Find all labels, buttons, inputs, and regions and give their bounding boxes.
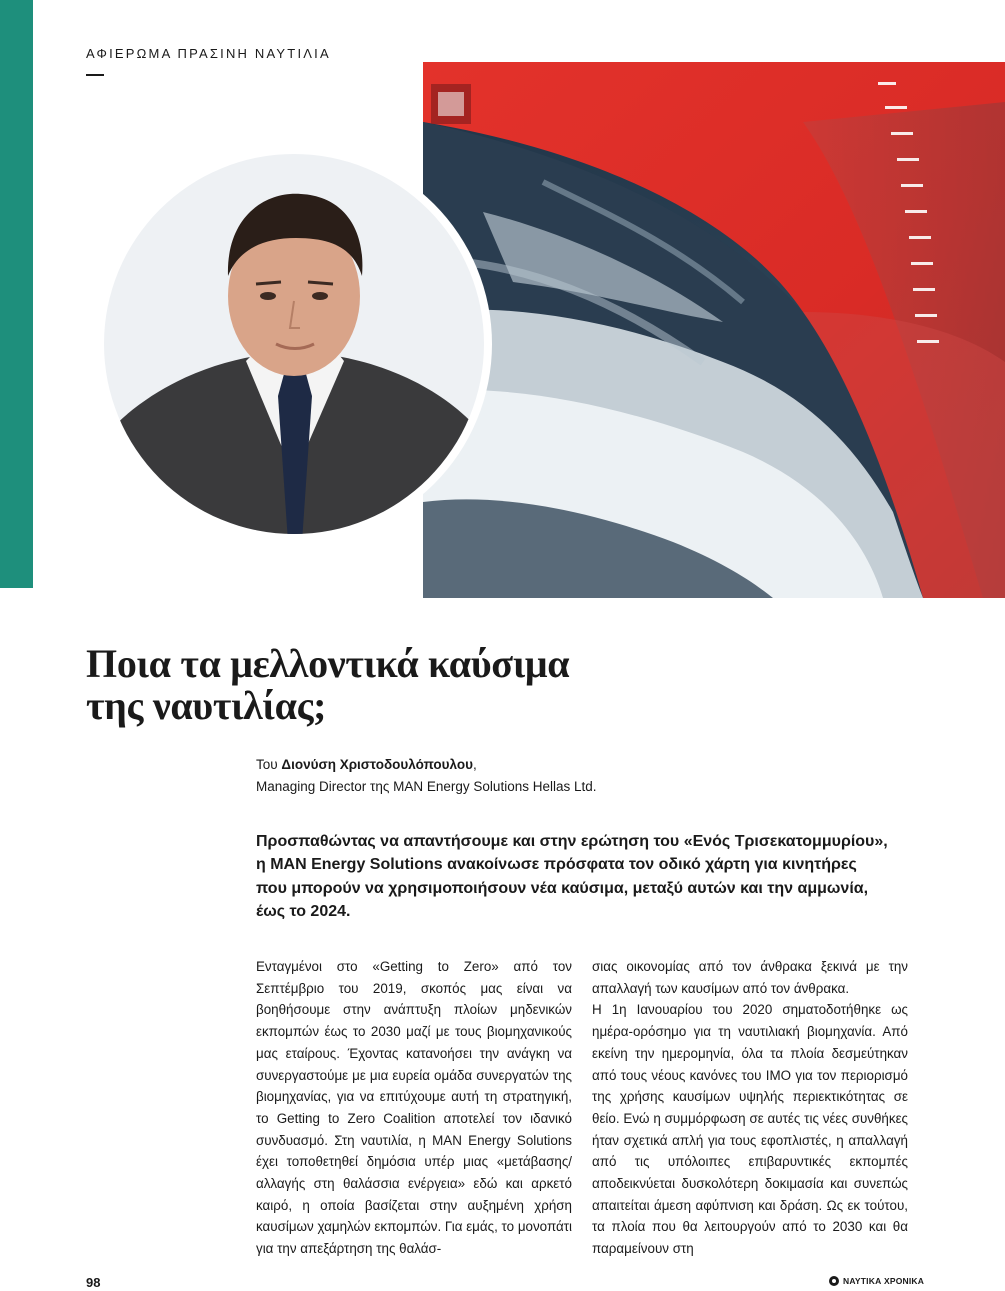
- ship-bow-photo: [423, 62, 1005, 598]
- page-number: 98: [86, 1275, 101, 1290]
- lead-line: που μπορούν να χρησιμοποιήσουν νέα καύσιμα, μεταξύ αυτών και την αμμωνία,: [256, 879, 869, 897]
- headline-line-1: Ποια τα μελλοντικά καύσιμα: [86, 641, 570, 686]
- byline-prefix: Του: [256, 757, 282, 772]
- byline-role: Managing Director της MAN Energy Solutions Hellas Ltd.: [256, 779, 597, 794]
- author-portrait: [96, 146, 492, 542]
- footer-brand: [829, 1276, 924, 1286]
- section-color-bar: [0, 0, 33, 588]
- lead-line: έως το 2024.: [256, 903, 351, 921]
- section-label: ΑΦΙΕΡΩΜΑ ΠΡΑΣΙΝΗ ΝΑΥΤΙΛΙΑ: [86, 46, 331, 61]
- body-paragraph: σιας οικονομίας από τον άνθρακα ξεκινά με την απαλλαγή των καυσίμων από τον άνθρακα.: [592, 959, 908, 996]
- brand-name: ΝΑΥΤΙΚΑ ΧΡΟΝΙΚΑ: [843, 1276, 925, 1286]
- section-divider: [86, 74, 104, 76]
- lead-line: Προσπαθώντας να απαντήσουμε και στην ερώτηση του «Ενός Τρισεκατομμυρίου»,: [256, 833, 888, 850]
- body-paragraph: Η 1η Ιανουαρίου του 2020 σηματοδοτήθηκε ως ημέρα-ορόσημο για τη ναυτιλιακή βιομηχανία. Από εκείνη την ημερομηνία, όλα τα πλοία δεσμεύτηκαν από τους νέους κανόνες του ΙΜΟ για τον περιορισμό της χρήσης καυσίμων υψηλής περιεκτικότητας σε θείο. Ενώ η συμμόρφωση σε αυτές τις νέες συνθήκες ήταν σχετικά απλή για τους εφοπλιστές, η απαλλαγή από τις υπόλοιπες επιβαρυντικές εκπομπές αποδεικνύεται δυσκολότερη δοκιμασία και συνεπώς απαιτείται άμεση αφύπνιση και δράση. Ως εκ τούτου, τα πλοία που θα λειτουργούν από το 2030 και θα παραμείνουν στη: [592, 1002, 908, 1257]
- byline-comma: ,: [472, 757, 477, 772]
- article-headline: [86, 643, 736, 727]
- byline: [256, 754, 597, 798]
- brand-logo-icon: [829, 1276, 839, 1286]
- body-column-right: [592, 956, 908, 1260]
- article-lead: [256, 830, 916, 924]
- body-paragraph: Ενταγμένοι στο «Getting to Zero» από τον Σεπτέμβριο του 2019, σκοπός μας είναι να βοηθήσουμε στην ανάπτυξη πλοίων μηδενικών εκπομπών έως το 2030 μαζί με τους βιομηχανικούς μας εταίρους. Έχοντας κατανοήσει την ανάγκη να συνεργαστούμε με μια ευρεία ομάδα συνεργατών της βιομηχανίας, για να επιτύχουμε αυτή τη στρατηγική, το Getting to Zero Coalition αποτελεί τον ιδανικό συνδυασμό. Στη ναυτιλία, η MAN Energy Solutions έχει τοποθετηθεί δημόσια υπέρ μιας «μετάβασης/αλλαγής στη θαλάσσια ενέργεια» εδώ και αρκετό καιρό, η οποία βασίζεται στην αυξημένη χρήση καυσίμων χαμηλών εκπομπών. Για εμάς, το μονοπάτι για την απεξάρτηση της θαλάσ-: [256, 959, 572, 1257]
- lead-line: η MAN Energy Solutions ανακοίνωσε πρόσφατα τον οδικό χάρτη για κινητήρες: [256, 856, 857, 874]
- body-column-left: [256, 956, 572, 1260]
- byline-author: Διονύση Χριστοδουλόπουλου: [281, 757, 473, 772]
- headline-line-2: της ναυτιλίας;: [86, 683, 327, 728]
